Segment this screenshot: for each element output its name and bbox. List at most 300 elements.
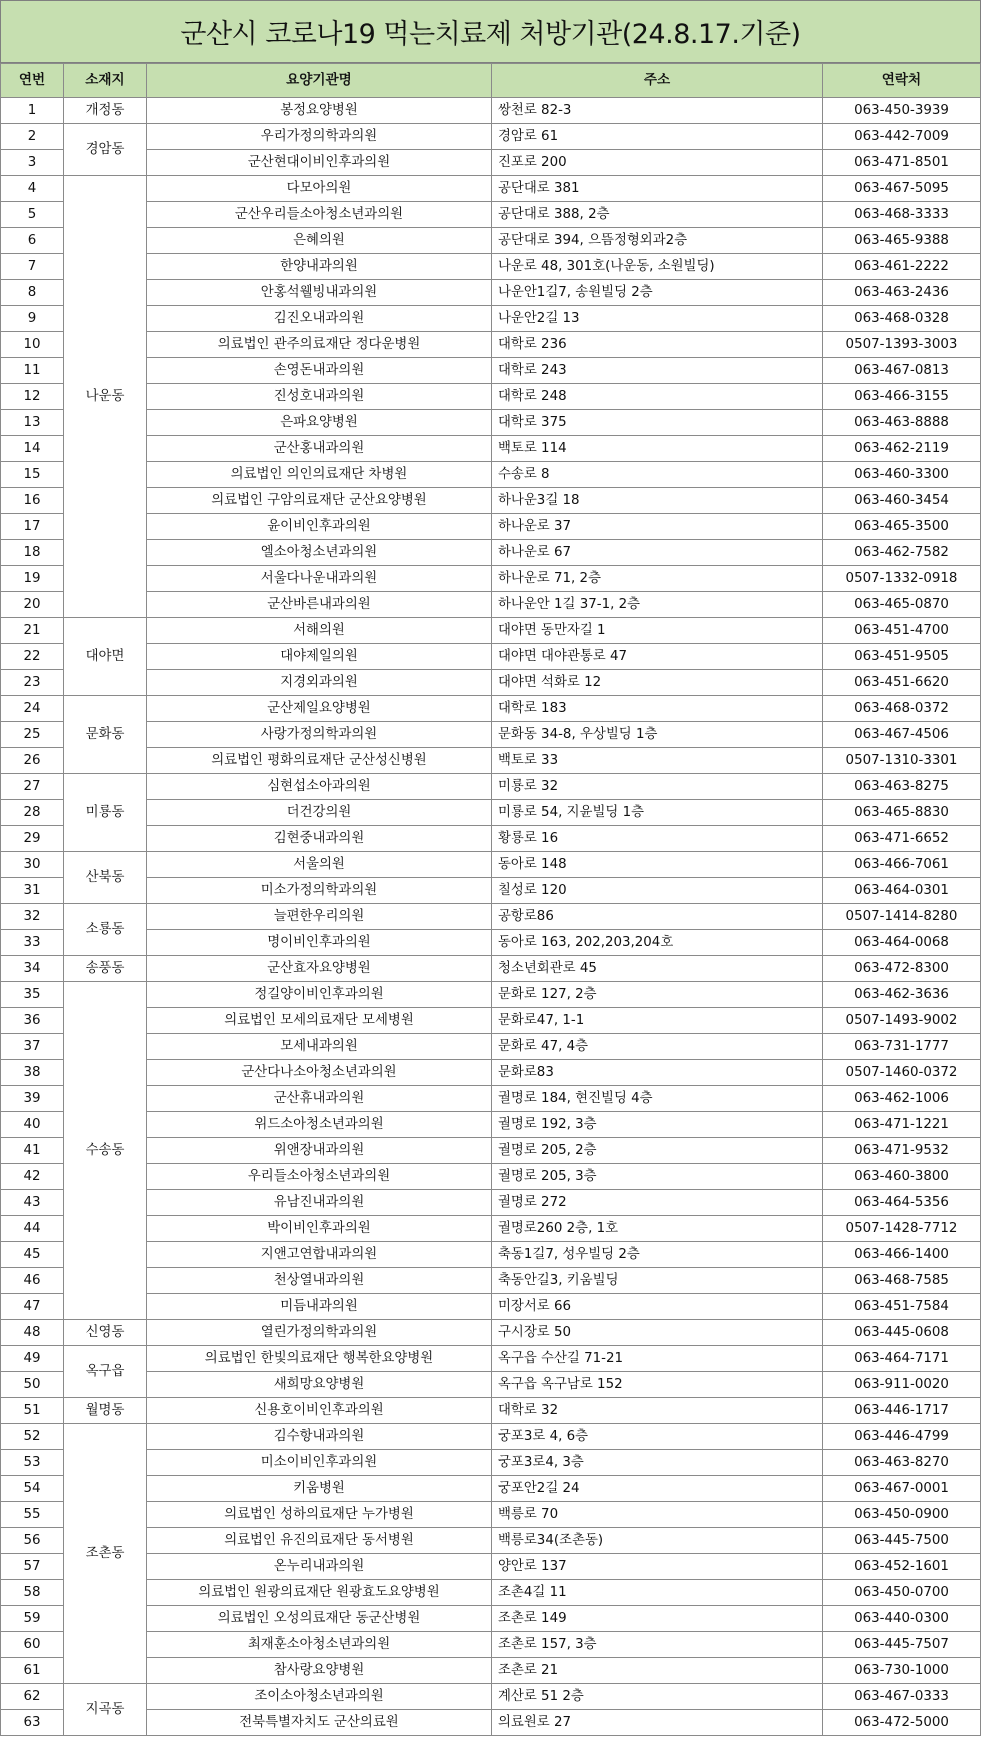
table-row [1, 1112, 981, 1138]
address-cell: 조촌로 149 [492, 1606, 823, 1632]
location-cell: 송풍동 [64, 956, 147, 982]
phone-cell: 063-463-8270 [823, 1450, 981, 1476]
address-cell: 궐명로 272 [492, 1190, 823, 1216]
address-cell: 나운안1길7, 송원빌딩 2층 [492, 280, 823, 306]
table-row [1, 436, 981, 462]
facility-name-cell: 서울다나운내과의원 [147, 566, 492, 592]
table-row [1, 982, 981, 1008]
facility-name-cell: 군산휴내과의원 [147, 1086, 492, 1112]
row-number-cell: 5 [1, 202, 64, 228]
row-number-cell: 24 [1, 696, 64, 722]
table-row [1, 540, 981, 566]
address-cell: 대야면 대야관통로 47 [492, 644, 823, 670]
facility-name-cell: 우리들소아청소년과의원 [147, 1164, 492, 1190]
facility-name-cell: 열린가정의학과의원 [147, 1320, 492, 1346]
phone-cell: 063-452-1601 [823, 1554, 981, 1580]
address-cell: 궁포3로4, 3층 [492, 1450, 823, 1476]
address-cell: 칠성로 120 [492, 878, 823, 904]
address-cell: 진포로 200 [492, 150, 823, 176]
address-cell: 축동안길3, 키움빌딩 [492, 1268, 823, 1294]
table-row [1, 1554, 981, 1580]
row-number-cell: 47 [1, 1294, 64, 1320]
facility-name-cell: 군산우리들소아청소년과의원 [147, 202, 492, 228]
row-number-cell: 61 [1, 1658, 64, 1684]
phone-cell: 063-466-3155 [823, 384, 981, 410]
table-row [1, 228, 981, 254]
row-number-cell: 14 [1, 436, 64, 462]
facility-name-cell: 김현중내과의원 [147, 826, 492, 852]
phone-cell: 063-462-3636 [823, 982, 981, 1008]
row-number-cell: 34 [1, 956, 64, 982]
address-cell: 대학로 375 [492, 410, 823, 436]
facility-name-cell: 위드소아청소년과의원 [147, 1112, 492, 1138]
address-cell: 하나운로 67 [492, 540, 823, 566]
phone-cell: 063-472-8300 [823, 956, 981, 982]
address-cell: 황룡로 16 [492, 826, 823, 852]
facility-name-cell: 의료법인 한빛의료재단 행복한요양병원 [147, 1346, 492, 1372]
row-number-cell: 49 [1, 1346, 64, 1372]
table-row [1, 748, 981, 774]
phone-cell: 063-445-7500 [823, 1528, 981, 1554]
row-number-cell: 3 [1, 150, 64, 176]
facility-name-cell: 명이비인후과의원 [147, 930, 492, 956]
phone-cell: 063-445-7507 [823, 1632, 981, 1658]
table-row [1, 956, 981, 982]
table-row [1, 176, 981, 202]
facility-name-cell: 군산제일요양병원 [147, 696, 492, 722]
address-cell: 계산로 51 2층 [492, 1684, 823, 1710]
table-row [1, 358, 981, 384]
table-row [1, 254, 981, 280]
address-cell: 축동1길7, 성우빌딩 2층 [492, 1242, 823, 1268]
phone-cell: 063-463-8275 [823, 774, 981, 800]
table-row [1, 930, 981, 956]
table-row [1, 1658, 981, 1684]
facility-name-cell: 지경외과의원 [147, 670, 492, 696]
facility-name-cell: 군산홍내과의원 [147, 436, 492, 462]
facility-name-cell: 늘편한우리의원 [147, 904, 492, 930]
table-row [1, 384, 981, 410]
row-number-cell: 29 [1, 826, 64, 852]
facility-name-cell: 미듬내과의원 [147, 1294, 492, 1320]
row-number-cell: 44 [1, 1216, 64, 1242]
row-number-cell: 46 [1, 1268, 64, 1294]
phone-cell: 063-471-8501 [823, 150, 981, 176]
facility-name-cell: 더건강의원 [147, 800, 492, 826]
address-cell: 궁포안2길 24 [492, 1476, 823, 1502]
facility-name-cell: 새희망요양병원 [147, 1372, 492, 1398]
address-cell: 대학로 183 [492, 696, 823, 722]
facility-name-cell: 지앤고연합내과의원 [147, 1242, 492, 1268]
column-header-phone: 연락처 [823, 64, 981, 98]
table-row [1, 280, 981, 306]
table-row [1, 592, 981, 618]
address-cell: 문화로 127, 2층 [492, 982, 823, 1008]
phone-cell: 063-445-0608 [823, 1320, 981, 1346]
table-row [1, 774, 981, 800]
facility-name-cell: 우리가정의학과의원 [147, 124, 492, 150]
row-number-cell: 50 [1, 1372, 64, 1398]
address-cell: 대학로 248 [492, 384, 823, 410]
table-row [1, 1424, 981, 1450]
address-cell: 문화동 34-8, 우상빌딩 1층 [492, 722, 823, 748]
table-row [1, 1580, 981, 1606]
phone-cell: 063-472-5000 [823, 1710, 981, 1736]
table-row [1, 670, 981, 696]
facility-name-cell: 의료법인 유진의료재단 동서병원 [147, 1528, 492, 1554]
row-number-cell: 2 [1, 124, 64, 150]
address-cell: 미장서로 66 [492, 1294, 823, 1320]
phone-cell: 063-465-8830 [823, 800, 981, 826]
table-row [1, 1632, 981, 1658]
facility-name-cell: 박이비인후과의원 [147, 1216, 492, 1242]
location-cell: 대야면 [64, 618, 147, 696]
facility-name-cell: 한양내과의원 [147, 254, 492, 280]
table-row [1, 1216, 981, 1242]
table-row [1, 1164, 981, 1190]
address-cell: 경암로 61 [492, 124, 823, 150]
facility-name-cell: 의료법인 성하의료재단 누가병원 [147, 1502, 492, 1528]
row-number-cell: 23 [1, 670, 64, 696]
table-row [1, 1450, 981, 1476]
address-cell: 하나운로 37 [492, 514, 823, 540]
row-number-cell: 26 [1, 748, 64, 774]
page-title: 군산시 코로나19 먹는치료제 처방기관(24.8.17.기준) [0, 0, 981, 63]
row-number-cell: 55 [1, 1502, 64, 1528]
row-number-cell: 36 [1, 1008, 64, 1034]
address-cell: 궁포3로 4, 6층 [492, 1424, 823, 1450]
table-row [1, 410, 981, 436]
phone-cell: 063-471-1221 [823, 1112, 981, 1138]
phone-cell: 063-446-1717 [823, 1398, 981, 1424]
table-row [1, 150, 981, 176]
address-cell: 조촌4길 11 [492, 1580, 823, 1606]
row-number-cell: 62 [1, 1684, 64, 1710]
facility-name-cell: 군산효자요양병원 [147, 956, 492, 982]
address-cell: 청소년회관로 45 [492, 956, 823, 982]
address-cell: 백릉로 70 [492, 1502, 823, 1528]
facility-name-cell: 신용호이비인후과의원 [147, 1398, 492, 1424]
address-cell: 구시장로 50 [492, 1320, 823, 1346]
facility-name-cell: 온누리내과의원 [147, 1554, 492, 1580]
table-row [1, 1060, 981, 1086]
facility-name-cell: 의료법인 원광의료재단 원광효도요양병원 [147, 1580, 492, 1606]
phone-cell: 063-466-7061 [823, 852, 981, 878]
phone-cell: 063-450-3939 [823, 98, 981, 124]
phone-cell: 0507-1428-7712 [823, 1216, 981, 1242]
phone-cell: 063-461-2222 [823, 254, 981, 280]
table-row [1, 1502, 981, 1528]
row-number-cell: 43 [1, 1190, 64, 1216]
address-cell: 대학로 236 [492, 332, 823, 358]
table-row [1, 332, 981, 358]
address-cell: 백릉로34(조촌동) [492, 1528, 823, 1554]
row-number-cell: 56 [1, 1528, 64, 1554]
phone-cell: 063-467-0813 [823, 358, 981, 384]
row-number-cell: 39 [1, 1086, 64, 1112]
facility-name-cell: 김수항내과의원 [147, 1424, 492, 1450]
phone-cell: 063-451-4700 [823, 618, 981, 644]
phone-cell: 063-460-3454 [823, 488, 981, 514]
phone-cell: 063-467-0333 [823, 1684, 981, 1710]
location-cell: 미룡동 [64, 774, 147, 852]
table-row [1, 1242, 981, 1268]
address-cell: 조촌로 157, 3층 [492, 1632, 823, 1658]
row-number-cell: 11 [1, 358, 64, 384]
table-row [1, 1710, 981, 1736]
row-number-cell: 22 [1, 644, 64, 670]
row-number-cell: 16 [1, 488, 64, 514]
row-number-cell: 63 [1, 1710, 64, 1736]
table-row [1, 566, 981, 592]
phone-cell: 063-463-2436 [823, 280, 981, 306]
facility-name-cell: 윤이비인후과의원 [147, 514, 492, 540]
row-number-cell: 57 [1, 1554, 64, 1580]
table-row [1, 514, 981, 540]
row-number-cell: 33 [1, 930, 64, 956]
address-cell: 문화로 47, 4층 [492, 1034, 823, 1060]
table-row [1, 1372, 981, 1398]
row-number-cell: 27 [1, 774, 64, 800]
location-cell: 옥구읍 [64, 1346, 147, 1398]
row-number-cell: 41 [1, 1138, 64, 1164]
address-cell: 나운로 48, 301호(나운동, 소원빌딩) [492, 254, 823, 280]
phone-cell: 0507-1393-3003 [823, 332, 981, 358]
facility-name-cell: 은파요양병원 [147, 410, 492, 436]
row-number-cell: 4 [1, 176, 64, 202]
address-cell: 의료원로 27 [492, 1710, 823, 1736]
location-cell: 소룡동 [64, 904, 147, 956]
location-cell: 나운동 [64, 176, 147, 618]
row-number-cell: 19 [1, 566, 64, 592]
phone-cell: 063-468-7585 [823, 1268, 981, 1294]
facility-name-cell: 정길양이비인후과의원 [147, 982, 492, 1008]
address-cell: 문화로83 [492, 1060, 823, 1086]
facility-name-cell: 군산바른내과의원 [147, 592, 492, 618]
phone-cell: 063-442-7009 [823, 124, 981, 150]
phone-cell: 063-451-9505 [823, 644, 981, 670]
table-row [1, 1268, 981, 1294]
phone-cell: 063-460-3300 [823, 462, 981, 488]
phone-cell: 063-467-5095 [823, 176, 981, 202]
phone-cell: 063-464-0068 [823, 930, 981, 956]
facility-name-cell: 대야제일의원 [147, 644, 492, 670]
row-number-cell: 53 [1, 1450, 64, 1476]
phone-cell: 063-468-0328 [823, 306, 981, 332]
location-cell: 문화동 [64, 696, 147, 774]
row-number-cell: 58 [1, 1580, 64, 1606]
facility-name-cell: 미소이비인후과의원 [147, 1450, 492, 1476]
address-cell: 동아로 163, 202,203,204호 [492, 930, 823, 956]
address-cell: 수송로 8 [492, 462, 823, 488]
phone-cell: 063-731-1777 [823, 1034, 981, 1060]
table-row [1, 618, 981, 644]
facility-name-cell: 의료법인 모세의료재단 모세병원 [147, 1008, 492, 1034]
address-cell: 옥구읍 옥구남로 152 [492, 1372, 823, 1398]
column-header-location: 소재지 [64, 64, 147, 98]
phone-cell: 063-465-0870 [823, 592, 981, 618]
table-row [1, 1034, 981, 1060]
address-cell: 쌍천로 82-3 [492, 98, 823, 124]
phone-cell: 063-462-7582 [823, 540, 981, 566]
row-number-cell: 31 [1, 878, 64, 904]
facility-name-cell: 모세내과의원 [147, 1034, 492, 1060]
facility-name-cell: 손영돈내과의원 [147, 358, 492, 384]
row-number-cell: 17 [1, 514, 64, 540]
phone-cell: 063-464-7171 [823, 1346, 981, 1372]
row-number-cell: 25 [1, 722, 64, 748]
table-row [1, 800, 981, 826]
row-number-cell: 51 [1, 1398, 64, 1424]
address-cell: 공단대로 381 [492, 176, 823, 202]
table-row [1, 1008, 981, 1034]
row-number-cell: 37 [1, 1034, 64, 1060]
facility-name-cell: 유남진내과의원 [147, 1190, 492, 1216]
facility-name-cell: 봉정요양병원 [147, 98, 492, 124]
phone-cell: 063-462-1006 [823, 1086, 981, 1112]
facility-name-cell: 사랑가정의학과의원 [147, 722, 492, 748]
row-number-cell: 54 [1, 1476, 64, 1502]
phone-cell: 063-451-7584 [823, 1294, 981, 1320]
table-row [1, 1684, 981, 1710]
row-number-cell: 13 [1, 410, 64, 436]
row-number-cell: 12 [1, 384, 64, 410]
address-cell: 대학로 243 [492, 358, 823, 384]
phone-cell: 063-465-3500 [823, 514, 981, 540]
table-row [1, 1398, 981, 1424]
phone-cell: 0507-1460-0372 [823, 1060, 981, 1086]
facility-name-cell: 안홍석웰빙내과의원 [147, 280, 492, 306]
table-row [1, 1476, 981, 1502]
row-number-cell: 60 [1, 1632, 64, 1658]
location-cell: 신영동 [64, 1320, 147, 1346]
address-cell: 공단대로 394, 으뜸정형외과2층 [492, 228, 823, 254]
address-cell: 미룡로 54, 지윤빌딩 1층 [492, 800, 823, 826]
row-number-cell: 48 [1, 1320, 64, 1346]
table-row [1, 904, 981, 930]
facility-name-cell: 군산현대이비인후과의원 [147, 150, 492, 176]
location-cell: 산북동 [64, 852, 147, 904]
address-cell: 공단대로 388, 2층 [492, 202, 823, 228]
facility-name-cell: 의료법인 오성의료재단 동군산병원 [147, 1606, 492, 1632]
facility-name-cell: 김진오내과의원 [147, 306, 492, 332]
row-number-cell: 40 [1, 1112, 64, 1138]
table-row [1, 124, 981, 150]
phone-cell: 063-450-0700 [823, 1580, 981, 1606]
row-number-cell: 21 [1, 618, 64, 644]
phone-cell: 0507-1493-9002 [823, 1008, 981, 1034]
location-cell: 경암동 [64, 124, 147, 176]
phone-cell: 0507-1332-0918 [823, 566, 981, 592]
column-header-address: 주소 [492, 64, 823, 98]
address-cell: 하나운안 1길 37-1, 2층 [492, 592, 823, 618]
phone-cell: 063-468-0372 [823, 696, 981, 722]
table-row [1, 1528, 981, 1554]
row-number-cell: 28 [1, 800, 64, 826]
location-cell: 월명동 [64, 1398, 147, 1424]
address-cell: 미룡로 32 [492, 774, 823, 800]
table-row [1, 98, 981, 124]
facility-name-cell: 다모아의원 [147, 176, 492, 202]
facility-name-cell: 최재훈소아청소년과의원 [147, 1632, 492, 1658]
facility-name-cell: 의료법인 구암의료재단 군산요양병원 [147, 488, 492, 514]
phone-cell: 063-465-9388 [823, 228, 981, 254]
facility-name-cell: 조이소아청소년과의원 [147, 1684, 492, 1710]
address-cell: 하나운3길 18 [492, 488, 823, 514]
address-cell: 하나운로 71, 2층 [492, 566, 823, 592]
phone-cell: 063-450-0900 [823, 1502, 981, 1528]
table-row [1, 1320, 981, 1346]
address-cell: 궐명로 192, 3층 [492, 1112, 823, 1138]
row-number-cell: 9 [1, 306, 64, 332]
address-cell: 백토로 33 [492, 748, 823, 774]
row-number-cell: 15 [1, 462, 64, 488]
location-cell: 지곡동 [64, 1684, 147, 1736]
phone-cell: 063-467-4506 [823, 722, 981, 748]
table-row [1, 696, 981, 722]
facility-name-cell: 군산다나소아청소년과의원 [147, 1060, 492, 1086]
row-number-cell: 20 [1, 592, 64, 618]
row-number-cell: 42 [1, 1164, 64, 1190]
phone-cell: 063-464-5356 [823, 1190, 981, 1216]
address-cell: 대야면 석화로 12 [492, 670, 823, 696]
table-row [1, 488, 981, 514]
table-row [1, 852, 981, 878]
location-cell: 개정동 [64, 98, 147, 124]
facility-name-cell: 의료법인 평화의료재단 군산성신병원 [147, 748, 492, 774]
phone-cell: 063-464-0301 [823, 878, 981, 904]
column-header-name: 요양기관명 [147, 64, 492, 98]
facility-name-cell: 미소가정의학과의원 [147, 878, 492, 904]
row-number-cell: 1 [1, 98, 64, 124]
facility-name-cell: 서해의원 [147, 618, 492, 644]
address-cell: 궐명로 184, 현진빌딩 4층 [492, 1086, 823, 1112]
phone-cell: 063-460-3800 [823, 1164, 981, 1190]
row-number-cell: 32 [1, 904, 64, 930]
row-number-cell: 10 [1, 332, 64, 358]
location-cell: 수송동 [64, 982, 147, 1320]
row-number-cell: 30 [1, 852, 64, 878]
address-cell: 대학로 32 [492, 1398, 823, 1424]
row-number-cell: 52 [1, 1424, 64, 1450]
phone-cell: 063-446-4799 [823, 1424, 981, 1450]
table-row [1, 306, 981, 332]
table-row [1, 202, 981, 228]
clinic-table [0, 63, 981, 1736]
header-row [1, 64, 981, 98]
table-row [1, 1346, 981, 1372]
table-row [1, 1138, 981, 1164]
facility-name-cell: 서울의원 [147, 852, 492, 878]
facility-name-cell: 천상열내과의원 [147, 1268, 492, 1294]
facility-name-cell: 엘소아청소년과의원 [147, 540, 492, 566]
phone-cell: 063-451-6620 [823, 670, 981, 696]
facility-name-cell: 전북특별자치도 군산의료원 [147, 1710, 492, 1736]
row-number-cell: 38 [1, 1060, 64, 1086]
facility-name-cell: 키움병원 [147, 1476, 492, 1502]
row-number-cell: 45 [1, 1242, 64, 1268]
address-cell: 대야면 동만자길 1 [492, 618, 823, 644]
facility-name-cell: 진성호내과의원 [147, 384, 492, 410]
table-row [1, 462, 981, 488]
phone-cell: 063-471-9532 [823, 1138, 981, 1164]
phone-cell: 063-730-1000 [823, 1658, 981, 1684]
table-row [1, 826, 981, 852]
phone-cell: 0507-1310-3301 [823, 748, 981, 774]
facility-name-cell: 의료법인 의인의료재단 차병원 [147, 462, 492, 488]
address-cell: 궐명로260 2층, 1호 [492, 1216, 823, 1242]
table-row [1, 1086, 981, 1112]
